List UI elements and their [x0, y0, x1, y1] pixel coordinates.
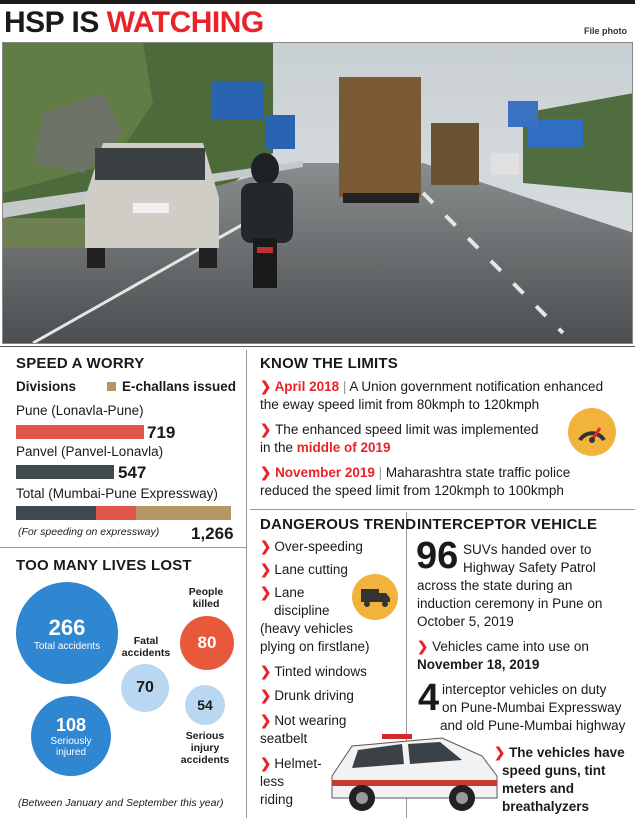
trend-item-cont: riding [260, 792, 294, 807]
arrow-icon: ❯ [260, 422, 276, 437]
speed-worry-title: SPEED A WORRY [16, 355, 145, 372]
divisions-header: Divisions [16, 379, 77, 394]
total-accidents-label: Total accidents [33, 640, 101, 652]
divider [0, 547, 246, 548]
echallans-header: E-challans issued [122, 379, 237, 394]
photo-credit: File photo [584, 26, 627, 36]
lives-lost-title: TOO MANY LIVES LOST [16, 557, 192, 574]
serious-injury-label [174, 730, 236, 766]
people-killed-label1: People [188, 586, 224, 598]
serious-injury-label3: accidents [180, 754, 230, 766]
trend-item-cont: discipline [274, 603, 330, 618]
top-rule [0, 0, 635, 4]
interceptor-p1-line3: across the state during an [417, 578, 573, 593]
limits-item1-text1: A Union government notification enhanced [349, 379, 604, 394]
trend-item: ❯ Tinted windows [260, 664, 367, 679]
interceptor-title: INTERCEPTOR VEHICLE [417, 516, 598, 533]
interceptor-p4-line4: breathalyzers [502, 799, 590, 814]
speeding-note: (For speeding on expressway) [18, 526, 160, 538]
fatal-accidents-label [118, 635, 174, 659]
speedometer-icon [568, 408, 616, 456]
value-pune: 719 [147, 423, 176, 442]
people-killed-value: 80 [197, 633, 217, 652]
headline: HSP IS WATCHING [4, 6, 264, 39]
serious-injury-value: 54 [197, 697, 213, 713]
trend-item: ❯ Lane [260, 585, 305, 600]
trend-item: ❯ Lane cutting [260, 562, 348, 577]
interceptor-p3-line1: interceptor vehicles on duty [442, 682, 607, 697]
row-label-pune: Pune (Lonavla-Pune) [16, 403, 144, 418]
seriously-injured-value: 108 [55, 714, 87, 735]
trend-item: ❯ Drunk driving [260, 688, 354, 703]
limits-item2-line1 [260, 421, 538, 438]
arrow-icon: ❯ [260, 379, 275, 394]
divider [0, 346, 635, 347]
limits-item2-text2b: middle of 2019 [296, 440, 391, 455]
interceptor-p4-line1: ❯ The vehicles have [494, 745, 625, 760]
trend-item-cont: plying on firstlane) [260, 639, 370, 654]
seriously-injured-label2: injured [55, 746, 87, 758]
total-accidents-value: 266 [48, 614, 86, 640]
interceptor-count-4: 4 [418, 677, 440, 719]
limits-item3-line1: ❯ November 2019 | Maharashtra state traffic police [260, 465, 571, 480]
highway-photo [2, 42, 633, 344]
people-killed-circle [180, 616, 234, 670]
trend-item: ❯ Not wearing [260, 713, 347, 728]
arrow-icon: ❯ [494, 745, 510, 760]
row-label-panvel: Panvel (Panvel-Lonavla) [16, 444, 164, 459]
seriously-injured-circle [31, 696, 111, 776]
know-limits-title: KNOW THE LIMITS [260, 355, 398, 372]
fatal-accidents-value: 70 [136, 679, 154, 696]
divider [246, 350, 247, 818]
trend-item-cont: (heavy vehicles [260, 621, 354, 636]
truck-icon [352, 574, 398, 620]
seriously-injured-label1: Seriously [50, 735, 92, 747]
interceptor-p3-line2: on Pune-Mumbai Expressway [442, 700, 622, 715]
interceptor-p1-line1: SUVs handed over to [463, 542, 592, 557]
value-total: 1,266 [191, 524, 234, 543]
interceptor-p1-line5: October 5, 2019 [417, 614, 514, 629]
dangerous-trend-title: DANGEROUS TREND [260, 516, 417, 533]
trend-item-cont: seatbelt [260, 731, 308, 746]
arrow-icon: ❯ [260, 465, 276, 480]
period-note: (Between January and September this year) [18, 797, 224, 809]
total-accidents-circle [16, 582, 118, 684]
interceptor-p4-line2: speed guns, tint [502, 763, 606, 778]
bar-panvel [16, 465, 114, 479]
limits-item2-text1: The enhanced speed limit was implemented [275, 422, 539, 437]
interceptor-p4-line3: meters and [502, 781, 575, 796]
limits-item3-text1: Maharashtra state traffic police [385, 465, 571, 480]
interceptor-p2-line1: ❯ Vehicles came into use on [417, 639, 589, 654]
fatal-accidents-circle [121, 664, 169, 712]
limits-item1-line1: ❯ April 2018 | A Union government notification enhanced [260, 379, 604, 394]
serious-injury-label1: Serious [185, 730, 225, 742]
serious-injury-label2: injury [190, 742, 220, 754]
fatal-accidents-label2: accidents [121, 647, 171, 659]
interceptor-p1-line4: induction ceremony in Pune on [417, 596, 603, 611]
bar-total-pune [96, 506, 136, 520]
limits-item3-date: November 2019 [275, 465, 375, 480]
row-label-total: Total (Mumbai-Pune Expressway) [16, 486, 218, 501]
limits-item1-line2: the eway speed limit from 80kmph to 120kmph [260, 397, 540, 412]
divider [250, 509, 635, 510]
limits-item3-line2: reduced the speed limit from 120kmph to 100kmph [260, 483, 564, 498]
people-killed-label [180, 586, 232, 610]
interceptor-p2-line2: November 18, 2019 [417, 657, 540, 672]
limits-item2-text2a: in the [260, 440, 297, 455]
interceptor-suv-image [322, 716, 502, 816]
bar-total-tan [136, 506, 231, 520]
trend-item: ❯ Over-speeding [260, 539, 363, 554]
trend-item: ❯ Helmet- [260, 756, 322, 771]
value-panvel: 547 [118, 463, 147, 482]
interceptor-count-96: 96 [416, 535, 459, 577]
interceptor-p3-line3: and old Pune-Mumbai highway [440, 718, 626, 733]
serious-injury-circle [185, 685, 225, 725]
bar-pune [16, 425, 144, 439]
arrow-icon: ❯ [417, 639, 433, 654]
people-killed-label2: killed [192, 598, 220, 610]
echallan-legend-swatch [107, 382, 116, 391]
limits-item1-date: April 2018 [274, 379, 340, 394]
trend-item-cont: less [260, 774, 285, 789]
interceptor-p1-line2: Highway Safety Patrol [463, 560, 596, 575]
fatal-accidents-label1: Fatal [133, 635, 159, 647]
limits-item2-line2 [260, 439, 391, 456]
